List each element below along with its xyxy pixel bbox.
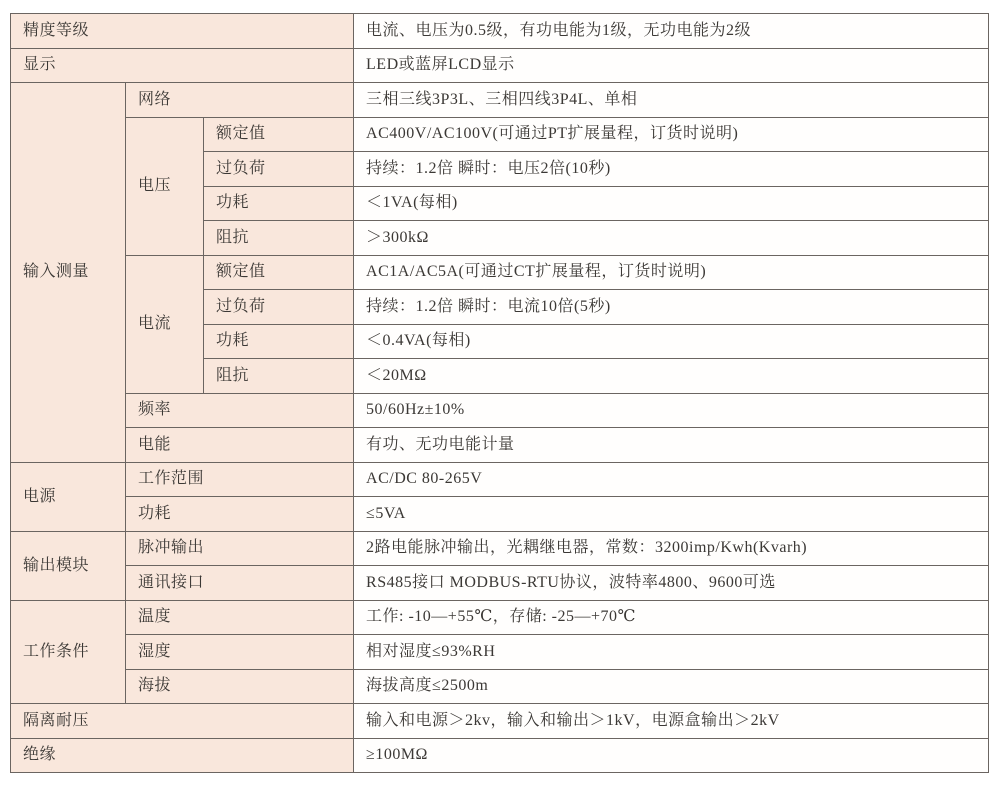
spec-label-current-impedance: 阻抗 [204, 359, 354, 394]
spec-value-voltage-overload: 持续：1.2倍 瞬时：电压2倍(10秒) [354, 152, 989, 187]
spec-value-pulse-output: 2路电能脉冲输出，光耦继电器，常数：3200imp/Kwh(Kvarh) [354, 531, 989, 566]
spec-value-voltage-impedance: ＞300kΩ [354, 221, 989, 256]
spec-value-accuracy: 电流、电压为0.5级，有功电能为1级，无功电能为2级 [354, 14, 989, 49]
spec-value-energy: 有功、无功电能计量 [354, 428, 989, 463]
spec-label-altitude: 海拔 [126, 669, 354, 704]
spec-value-current-overload: 持续：1.2倍 瞬时：电流10倍(5秒) [354, 290, 989, 325]
spec-value-current-power: ＜0.4VA(每相) [354, 324, 989, 359]
table-row [11, 14, 989, 49]
table-row [11, 600, 989, 635]
spec-value-comm-interface: RS485接口 MODBUS-RTU协议，波特率4800、9600可选 [354, 566, 989, 601]
spec-group-output-module: 输出模块 [11, 531, 126, 600]
spec-value-supply-range: AC/DC 80-265V [354, 462, 989, 497]
spec-value-humidity: 相对湿度≤93%RH [354, 635, 989, 670]
spec-label-display: 显示 [11, 48, 354, 83]
spec-label-network: 网络 [126, 83, 354, 118]
spec-label-accuracy: 精度等级 [11, 14, 354, 49]
spec-value-temperature: 工作: -10—+55℃，存储: -25—+70℃ [354, 600, 989, 635]
spec-label-insulation: 绝缘 [11, 738, 354, 773]
table-row [11, 48, 989, 83]
spec-label-current-overload: 过负荷 [204, 290, 354, 325]
spec-group-voltage: 电压 [126, 117, 204, 255]
spec-group-input-measure: 输入测量 [11, 83, 126, 463]
table-row [11, 117, 989, 152]
spec-value-display: LED或蓝屏LCD显示 [354, 48, 989, 83]
spec-label-supply-consumption: 功耗 [126, 497, 354, 532]
spec-label-frequency: 频率 [126, 393, 354, 428]
spec-value-insulation: ≥100MΩ [354, 738, 989, 773]
spec-label-supply-range: 工作范围 [126, 462, 354, 497]
spec-value-isolation: 输入和电源＞2kv，输入和输出＞1kV，电源盒输出＞2kV [354, 704, 989, 739]
spec-value-supply-consumption: ≤5VA [354, 497, 989, 532]
table-row [11, 531, 989, 566]
spec-table [10, 13, 989, 773]
table-row [11, 738, 989, 773]
spec-group-working-conditions: 工作条件 [11, 600, 126, 704]
spec-value-current-impedance: ＜20MΩ [354, 359, 989, 394]
spec-value-current-rated: AC1A/AC5A(可通过CT扩展量程，订货时说明) [354, 255, 989, 290]
spec-label-current-power: 功耗 [204, 324, 354, 359]
spec-label-isolation: 隔离耐压 [11, 704, 354, 739]
table-row [11, 393, 989, 428]
spec-value-altitude: 海拔高度≤2500m [354, 669, 989, 704]
table-row [11, 497, 989, 532]
spec-group-current: 电流 [126, 255, 204, 393]
spec-label-voltage-impedance: 阻抗 [204, 221, 354, 256]
table-row [11, 428, 989, 463]
spec-label-humidity: 湿度 [126, 635, 354, 670]
spec-value-frequency: 50/60Hz±10% [354, 393, 989, 428]
table-row [11, 566, 989, 601]
spec-value-voltage-power: ＜1VA(每相) [354, 186, 989, 221]
table-row [11, 83, 989, 118]
spec-label-voltage-power: 功耗 [204, 186, 354, 221]
spec-value-voltage-rated: AC400V/AC100V(可通过PT扩展量程，订货时说明) [354, 117, 989, 152]
spec-label-energy: 电能 [126, 428, 354, 463]
spec-label-current-rated: 额定值 [204, 255, 354, 290]
spec-value-network: 三相三线3P3L、三相四线3P4L、单相 [354, 83, 989, 118]
spec-label-voltage-rated: 额定值 [204, 117, 354, 152]
spec-label-pulse-output: 脉冲输出 [126, 531, 354, 566]
table-row [11, 669, 989, 704]
table-row [11, 704, 989, 739]
table-row [11, 255, 989, 290]
spec-label-temperature: 温度 [126, 600, 354, 635]
spec-label-voltage-overload: 过负荷 [204, 152, 354, 187]
table-row [11, 635, 989, 670]
spec-label-comm-interface: 通讯接口 [126, 566, 354, 601]
spec-group-power-supply: 电源 [11, 462, 126, 531]
table-row [11, 462, 989, 497]
